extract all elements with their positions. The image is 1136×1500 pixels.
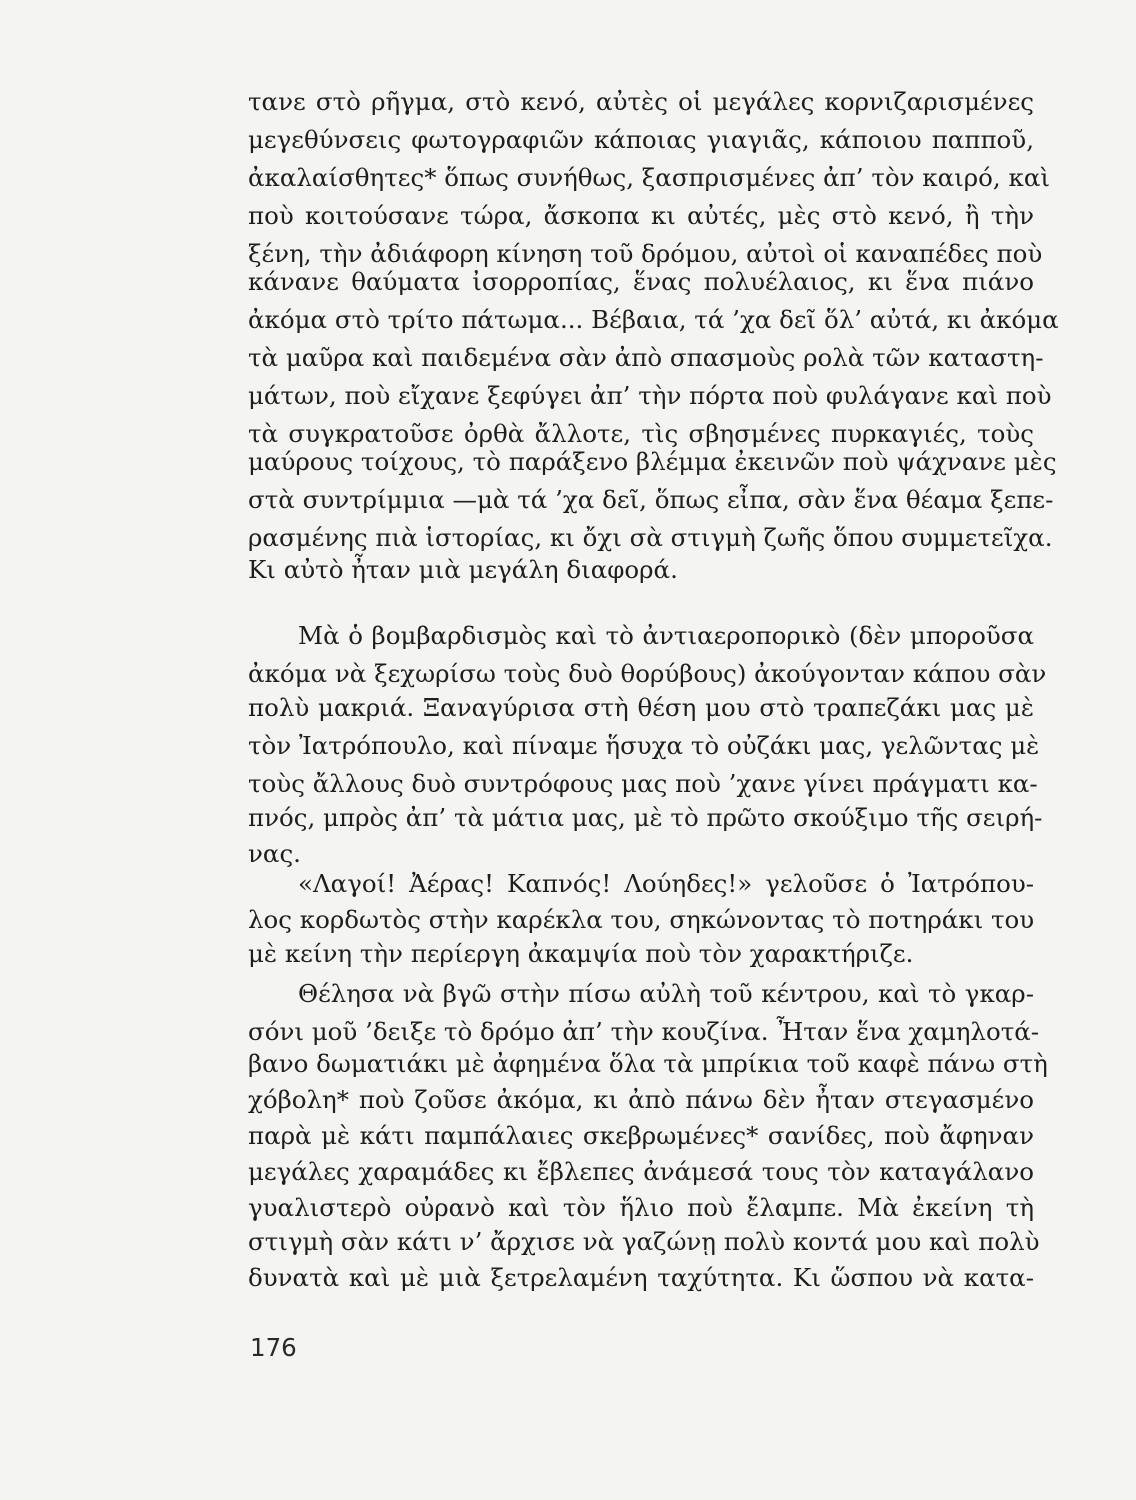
text-line: λος κορδωτὸς στὴν καρέκλα του, σηκώνοντας τὸ ποτηράκι του — [248, 905, 1035, 934]
text-line: κάνανε θαύματα ἰσορροπίας, ἕνας πολυέλαιος, κι ἕνα πιάνο — [248, 267, 1034, 296]
text-line: δυνατὰ καὶ μὲ μιὰ ξετρελαμένη ταχύτητα. Κι ὥσπου νὰ κατα- — [248, 1263, 1034, 1292]
text-line: ἀκαλαίσθητες* ὅπως συνήθως, ξασπρισμένες ἀπ’ τὸν καιρό, καὶ — [248, 163, 1050, 192]
text-line: ἀκόμα νὰ ξεχωρίσω τοὺς δυὸ θορύβους) ἀκούγονταν κάπου σὰν — [248, 659, 1047, 688]
text-line: γυαλιστερὸ οὐρανὸ καὶ τὸν ἥλιο ποὺ ἔλαμπε. Μὰ ἐκείνη τὴ — [248, 1193, 1034, 1222]
text-line: παρὰ μὲ κάτι παμπάλαιες σκεβρωμένες* σανίδες, ποὺ ἄφηναν — [248, 1121, 1034, 1150]
text-line: τὰ μαῦρα καὶ παιδεμένα σὰν ἀπὸ σπασμοὺς ρολὰ τῶν καταστη- — [248, 343, 1044, 372]
text-line: Θέλησα νὰ βγῶ στὴν πίσω αὐλὴ τοῦ κέντρου, καὶ τὸ γκαρ- — [298, 979, 1034, 1008]
text-line: μάτων, ποὺ εἴχανε ξεφύγει ἀπ’ τὴν πόρτα ποὺ φυλάγανε καὶ ποὺ — [248, 381, 1052, 410]
text-line: «Λαγοί! Ἀέρας! Καπνός! Λούηδες!» γελοῦσε ὁ Ἰατρόπου- — [298, 869, 1034, 898]
text-line: ἀκόμα στὸ τρίτο πάτωμα... Βέβαια, τά ’χα δεῖ ὅλ’ αὐτά, κι ἀκόμα — [248, 305, 1059, 334]
text-line: στιγμὴ σὰν κάτι ν’ ἄρχισε νὰ γαζώνῃ πολὺ κοντά μου καὶ πολὺ — [248, 1227, 1040, 1256]
text-line: μαύρους τοίχους, τὸ παράξενο βλέμμα ἐκεινῶν ποὺ ψάχνανε μὲς — [248, 447, 1057, 476]
text-line: ρασμένης πιὰ ἱστορίας, κι ὄχι σὰ στιγμὴ ζωῆς ὅπου συμμετεῖχα. — [248, 523, 1053, 552]
text-line: τανε στὸ ρῆγμα, στὸ κενό, αὐτὲς οἱ μεγάλες κορνιζαρισμένες — [248, 87, 1034, 116]
text-line: μὲ κείνη τὴν περίεργη ἀκαμψία ποὺ τὸν χαρακτήριζε. — [248, 939, 914, 968]
text-line: πνός, μπρὸς ἀπ’ τὰ μάτια μας, μὲ τὸ πρῶτο σκούξιμο τῆς σειρή- — [248, 803, 1043, 832]
text-line: σόνι μοῦ ’δειξε τὸ δρόμο ἀπ’ τὴν κουζίνα. Ἦταν ἕνα χαμηλοτά- — [248, 1017, 1040, 1046]
text-line: στὰ συντρίμμια —μὰ τά ’χα δεῖ, ὅπως εἶπα, σὰν ἕνα θέαμα ξεπε- — [248, 485, 1054, 514]
text-line: ξένη, τὴν ἀδιάφορη κίνηση τοῦ δρόμου, αὐτοὶ οἱ καναπέδες ποὺ — [248, 239, 1043, 268]
text-line: Κι αὐτὸ ἦταν μιὰ μεγάλη διαφορά. — [248, 555, 678, 584]
text-line: μεγάλες χαραμάδες κι ἔβλεπες ἀνάμεσά τους τὸν καταγάλανο — [248, 1157, 1034, 1186]
text-line: βανο δωματιάκι μὲ ἀφημένα ὅλα τὰ μπρίκια τοῦ καφὲ πάνω στὴ — [248, 1049, 1048, 1078]
text-line: τὰ συγκρατοῦσε ὀρθὰ ἄλλοτε, τὶς σβησμένες πυρκαγιές, τοὺς — [248, 419, 1034, 448]
text-line: ποὺ κοιτούσανε τώρα, ἄσκοπα κι αὐτές, μὲς στὸ κενό, ἢ τὴν — [248, 201, 1034, 230]
text-line: νας. — [248, 839, 301, 868]
text-line: Μὰ ὁ βομβαρδισμὸς καὶ τὸ ἀντιαεροπορικὸ (δὲν μποροῦσα — [298, 621, 1034, 650]
text-line: τοὺς ἄλλους δυὸ συντρόφους μας ποὺ ’χανε γίνει πράγματι κα- — [248, 769, 1038, 798]
page-number: 176 — [250, 1333, 297, 1362]
text-line: μεγεθύνσεις φωτογραφιῶν κάποιας γιαγιᾶς, κάποιου παπποῦ, — [248, 125, 1034, 154]
text-line: χόβολη* ποὺ ζοῦσε ἀκόμα, κι ἀπὸ πάνω δὲν ἦταν στεγασμένο — [248, 1085, 1034, 1114]
text-line: πολὺ μακριά. Ξαναγύρισα στὴ θέση μου στὸ τραπεζάκι μας μὲ — [248, 693, 1034, 722]
text-line: τὸν Ἰατρόπουλο, καὶ πίναμε ἥσυχα τὸ οὐζάκι μας, γελῶντας μὲ — [248, 731, 1040, 760]
